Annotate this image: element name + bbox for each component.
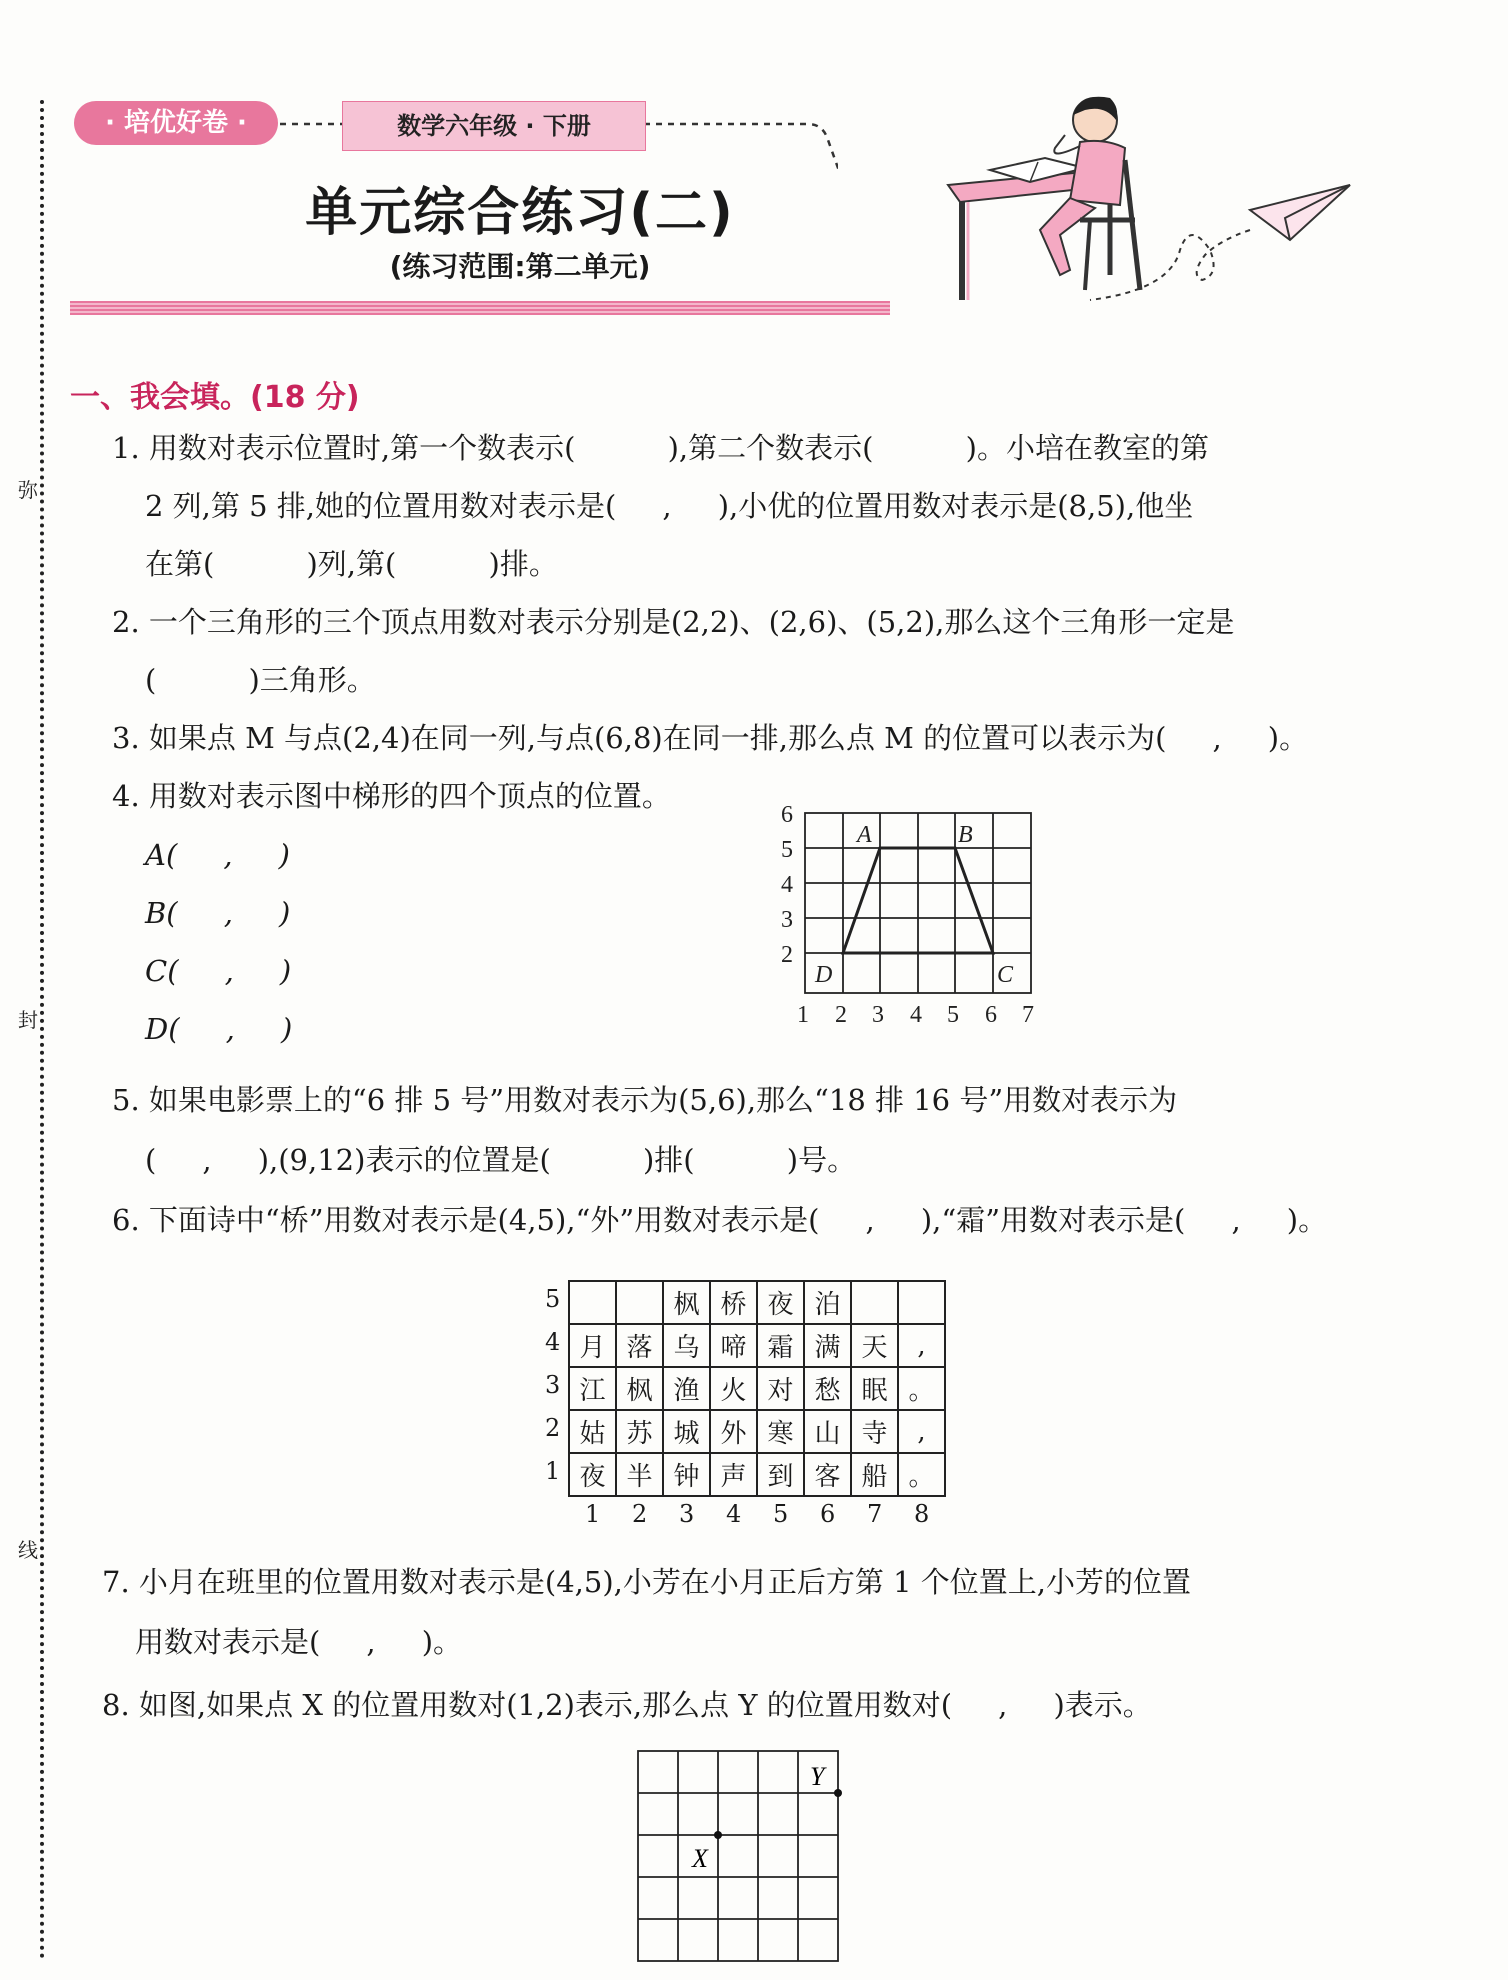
poem-cell: 枫 xyxy=(663,1281,710,1324)
poem-cell: 声 xyxy=(710,1453,757,1496)
poem-cell xyxy=(616,1281,663,1324)
q4-answer-a: A( , ) xyxy=(145,838,290,872)
poem-cell: 。 xyxy=(898,1453,945,1496)
binding-dotted-line xyxy=(40,100,44,1960)
q2-line1: 2. 一个三角形的三个顶点用数对表示分别是(2,2)、(2,6)、(5,2),那么这个三角形一定是 xyxy=(112,605,1235,639)
poem-col-label-1: 1 xyxy=(585,1500,601,1528)
q4-line1: 4. 用数对表示图中梯形的四个顶点的位置。 xyxy=(112,779,671,813)
point-x-label: X xyxy=(692,1844,708,1873)
poem-cell: 落 xyxy=(616,1324,663,1367)
x-tick-5: 5 xyxy=(947,1002,959,1028)
poem-cell: 夜 xyxy=(569,1453,616,1496)
poem-cell: 月 xyxy=(569,1324,616,1367)
poem-cell xyxy=(569,1281,616,1324)
binding-char-2: 封 xyxy=(18,1000,38,1037)
poem-cell: 满 xyxy=(804,1324,851,1367)
poem-cell: 寺 xyxy=(851,1410,898,1453)
q7-line2: 用数对表示是( , )。 xyxy=(135,1625,463,1659)
q1-line1: 1. 用数对表示位置时,第一个数表示( ),第二个数表示( )。小培在教室的第 xyxy=(112,431,1209,465)
x-tick-6: 6 xyxy=(985,1002,997,1028)
poem-cell: 啼 xyxy=(710,1324,757,1367)
poem-row-label-1: 1 xyxy=(545,1457,561,1485)
poem-cell: 枫 xyxy=(616,1367,663,1410)
poem-cell: 半 xyxy=(616,1453,663,1496)
poem-cell: 愁 xyxy=(804,1367,851,1410)
poem-cell: 夜 xyxy=(757,1281,804,1324)
student-illustration xyxy=(920,90,1360,320)
poem-cell: 乌 xyxy=(663,1324,710,1367)
page-title: 单元综合练习(二) xyxy=(305,183,735,243)
poem-grid xyxy=(568,1280,946,1497)
q5-line2: ( , ),(9,12)表示的位置是( )排( )号。 xyxy=(145,1143,857,1177)
point-y-label: Y xyxy=(810,1762,825,1791)
x-tick-2: 2 xyxy=(835,1002,847,1028)
poem-cell: 火 xyxy=(710,1367,757,1410)
poem-col-label-4: 4 xyxy=(726,1500,742,1528)
point-y-dot xyxy=(834,1789,842,1797)
poem-cell: 泊 xyxy=(804,1281,851,1324)
poem-cell: 苏 xyxy=(616,1410,663,1453)
y-tick-4: 4 xyxy=(781,872,793,898)
q7-line1: 7. 小月在班里的位置用数对表示是(4,5),小芳在小月正后方第 1 个位置上,小芳的位置 xyxy=(102,1565,1191,1599)
poem-cell: 霜 xyxy=(757,1324,804,1367)
poem-row-label-5: 5 xyxy=(545,1285,561,1313)
binding-char-3: 线 xyxy=(18,1530,38,1567)
y-tick-6: 6 xyxy=(781,802,793,828)
title-underline-band xyxy=(70,301,890,315)
poem-cell: 天 xyxy=(851,1324,898,1367)
poem-row-label-2: 2 xyxy=(545,1414,561,1442)
poem-cell: 外 xyxy=(710,1410,757,1453)
poem-row xyxy=(569,1281,945,1324)
poem-row xyxy=(569,1324,945,1367)
page-subtitle: (练习范围:第二单元) xyxy=(389,250,651,283)
q4-answer-c: C( , ) xyxy=(145,954,292,988)
series-tag: · 培优好卷 · xyxy=(74,101,278,145)
poem-cell: 渔 xyxy=(663,1367,710,1410)
poem-col-label-6: 6 xyxy=(820,1500,836,1528)
vertex-d-label: D xyxy=(815,962,833,988)
poem-cell: 钟 xyxy=(663,1453,710,1496)
q4-answer-d: D( , ) xyxy=(145,1012,293,1046)
poem-cell: , xyxy=(898,1410,945,1453)
binding-char-1: 弥 xyxy=(18,470,38,507)
poem-col-label-3: 3 xyxy=(679,1500,695,1528)
point-x-dot xyxy=(714,1831,722,1839)
y-tick-5: 5 xyxy=(781,837,793,863)
poem-cell xyxy=(851,1281,898,1324)
x-tick-7: 7 xyxy=(1022,1002,1034,1028)
poem-cell: 。 xyxy=(898,1367,945,1410)
q8-line1: 8. 如图,如果点 X 的位置用数对(1,2)表示,那么点 Y 的位置用数对( , )表示。 xyxy=(102,1688,1152,1722)
poem-cell xyxy=(898,1281,945,1324)
section-heading: 一、我会填。(18 分) xyxy=(70,380,360,415)
poem-row xyxy=(569,1453,945,1496)
vertex-c-label: C xyxy=(997,962,1014,988)
vertex-a-label: A xyxy=(857,822,872,848)
poem-cell: 对 xyxy=(757,1367,804,1410)
x-tick-4: 4 xyxy=(910,1002,922,1028)
q1-line3: 在第( )列,第( )排。 xyxy=(145,547,558,581)
poem-row xyxy=(569,1410,945,1453)
q2-line2: ( )三角形。 xyxy=(145,663,376,697)
x-tick-1: 1 xyxy=(797,1002,809,1028)
book-tag: 数学六年级 · 下册 xyxy=(342,101,646,151)
poem-cell: 城 xyxy=(663,1410,710,1453)
poem-col-label-7: 7 xyxy=(867,1500,883,1528)
poem-cell: 船 xyxy=(851,1453,898,1496)
poem-row-label-3: 3 xyxy=(545,1371,561,1399)
vertex-b-label: B xyxy=(958,822,973,848)
y-tick-3: 3 xyxy=(781,907,793,933)
poem-cell: 山 xyxy=(804,1410,851,1453)
poem-cell: 寒 xyxy=(757,1410,804,1453)
q6-line1: 6. 下面诗中“桥”用数对表示是(4,5),“外”用数对表示是( , ),“霜”用数对表示是( , )。 xyxy=(112,1203,1328,1237)
trapezoid-grid xyxy=(775,800,1055,1040)
poem-cell: 到 xyxy=(757,1453,804,1496)
xy-grid xyxy=(630,1745,850,1970)
q5-line1: 5. 如果电影票上的“6 排 5 号”用数对表示为(5,6),那么“18 排 16 号”用数对表示为 xyxy=(112,1083,1178,1117)
poem-row-label-4: 4 xyxy=(545,1328,561,1356)
poem-cell: 江 xyxy=(569,1367,616,1410)
poem-cell: 桥 xyxy=(710,1281,757,1324)
poem-cell: 眠 xyxy=(851,1367,898,1410)
poem-col-label-8: 8 xyxy=(914,1500,930,1528)
poem-col-label-2: 2 xyxy=(632,1500,648,1528)
q3-line1: 3. 如果点 M 与点(2,4)在同一列,与点(6,8)在同一排,那么点 M 的位置可以表示为( , )。 xyxy=(112,721,1309,755)
poem-col-label-5: 5 xyxy=(773,1500,789,1528)
poem-cell: , xyxy=(898,1324,945,1367)
poem-row xyxy=(569,1367,945,1410)
q4-answer-b: B( , ) xyxy=(145,896,291,930)
poem-cell: 客 xyxy=(804,1453,851,1496)
x-tick-3: 3 xyxy=(872,1002,884,1028)
q1-line2: 2 列,第 5 排,她的位置用数对表示是( , ),小优的位置用数对表示是(8,5),他坐 xyxy=(145,489,1194,523)
y-tick-2: 2 xyxy=(781,942,793,968)
poem-cell: 姑 xyxy=(569,1410,616,1453)
